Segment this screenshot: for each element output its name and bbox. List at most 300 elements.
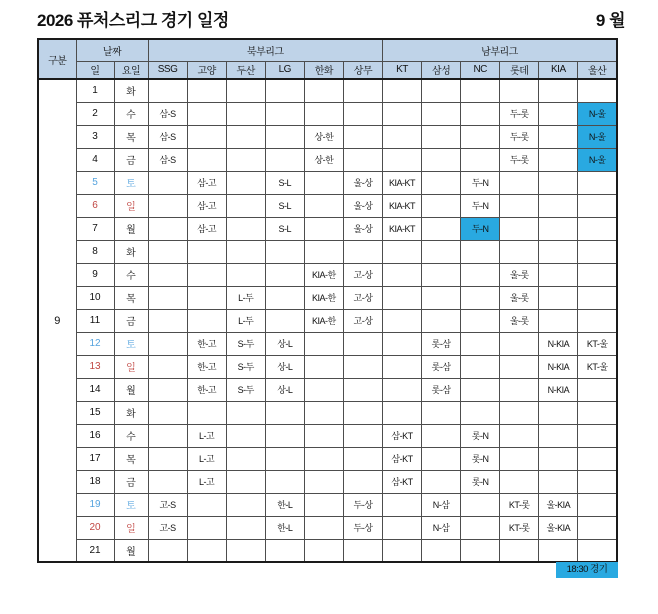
game-cell <box>304 171 343 194</box>
game-cell <box>578 171 617 194</box>
game-cell <box>539 309 578 332</box>
table-row <box>38 286 617 309</box>
table-row <box>38 217 617 240</box>
game-cell <box>304 194 343 217</box>
game-cell: S-L <box>265 171 304 194</box>
game-cell: 두-상 <box>343 493 382 516</box>
game-cell <box>382 539 421 562</box>
col-header-gubun: 구분 <box>38 39 76 79</box>
game-cell <box>265 470 304 493</box>
game-cell <box>148 332 187 355</box>
game-cell <box>265 240 304 263</box>
game-cell <box>343 539 382 562</box>
game-cell <box>226 516 265 539</box>
game-cell <box>578 263 617 286</box>
game-cell: 삼-고 <box>187 171 226 194</box>
col-header-team-lg: LG <box>265 61 304 79</box>
game-cell <box>226 171 265 194</box>
game-cell <box>148 194 187 217</box>
table-row <box>38 332 617 355</box>
game-cell <box>265 102 304 125</box>
game-cell <box>226 424 265 447</box>
day-cell: 20 <box>76 516 114 539</box>
col-header-team-lotte: 롯데 <box>500 61 539 79</box>
col-header-date: 날짜 <box>76 39 148 61</box>
game-cell <box>578 378 617 401</box>
col-header-north-league: 북부리그 <box>148 39 382 61</box>
game-cell: 울-KIA <box>539 493 578 516</box>
day-cell: 2 <box>76 102 114 125</box>
game-cell: 삼-KT <box>382 447 421 470</box>
game-cell <box>461 332 500 355</box>
game-cell: S-두 <box>226 378 265 401</box>
game-cell <box>148 217 187 240</box>
game-cell: 롯-삼 <box>422 378 461 401</box>
game-cell <box>422 447 461 470</box>
game-cell <box>187 286 226 309</box>
game-cell <box>265 263 304 286</box>
day-cell: 10 <box>76 286 114 309</box>
game-cell <box>226 148 265 171</box>
game-cell: 울-상 <box>343 217 382 240</box>
game-cell: 두-롯 <box>500 102 539 125</box>
game-cell <box>578 240 617 263</box>
game-cell <box>422 148 461 171</box>
game-cell <box>578 194 617 217</box>
game-cell <box>539 263 578 286</box>
weekday-cell: 토 <box>114 493 148 516</box>
game-cell <box>148 470 187 493</box>
game-cell <box>187 493 226 516</box>
weekday-cell: 화 <box>114 401 148 424</box>
game-cell: 울-롯 <box>500 286 539 309</box>
game-cell: N-삼 <box>422 493 461 516</box>
game-cell <box>500 79 539 102</box>
game-cell: 고-S <box>148 516 187 539</box>
weekday-cell: 일 <box>114 194 148 217</box>
table-row <box>38 401 617 424</box>
game-cell: KIA-한 <box>304 263 343 286</box>
game-cell: 고-상 <box>343 286 382 309</box>
game-cell <box>226 493 265 516</box>
game-cell: 두-N <box>461 194 500 217</box>
game-cell: S-L <box>265 194 304 217</box>
game-cell <box>500 378 539 401</box>
game-cell: 한-고 <box>187 332 226 355</box>
game-cell <box>265 401 304 424</box>
game-cell <box>578 309 617 332</box>
game-cell <box>422 79 461 102</box>
month-cell: 9 <box>38 79 76 562</box>
game-cell <box>578 217 617 240</box>
game-cell: KT-울 <box>578 332 617 355</box>
game-cell <box>304 470 343 493</box>
game-cell <box>187 401 226 424</box>
col-header-team-kt: KT <box>382 61 421 79</box>
game-cell <box>422 171 461 194</box>
day-cell: 18 <box>76 470 114 493</box>
game-cell: 롯-N <box>461 447 500 470</box>
game-cell <box>539 539 578 562</box>
table-row <box>38 125 617 148</box>
game-cell: 삼-S <box>148 125 187 148</box>
game-cell <box>422 470 461 493</box>
game-cell <box>461 240 500 263</box>
game-cell <box>148 240 187 263</box>
game-cell <box>461 102 500 125</box>
weekday-cell: 토 <box>114 332 148 355</box>
day-cell: 7 <box>76 217 114 240</box>
table-row <box>38 470 617 493</box>
weekday-cell: 월 <box>114 217 148 240</box>
game-cell: N-울 <box>578 148 617 171</box>
game-cell <box>187 148 226 171</box>
game-cell <box>343 240 382 263</box>
game-cell: N-KIA <box>539 378 578 401</box>
day-cell: 4 <box>76 148 114 171</box>
game-cell <box>226 401 265 424</box>
game-cell: 고-S <box>148 493 187 516</box>
game-cell <box>148 171 187 194</box>
game-cell <box>304 447 343 470</box>
table-row <box>38 539 617 562</box>
game-cell <box>148 424 187 447</box>
table-row <box>38 79 617 102</box>
game-cell: KIA-KT <box>382 171 421 194</box>
game-cell: 상-L <box>265 378 304 401</box>
game-cell: 롯-N <box>461 470 500 493</box>
game-cell: S-두 <box>226 332 265 355</box>
game-cell <box>187 539 226 562</box>
game-cell <box>422 401 461 424</box>
game-cell <box>304 401 343 424</box>
game-cell <box>578 493 617 516</box>
game-cell <box>422 240 461 263</box>
weekday-cell: 수 <box>114 102 148 125</box>
game-cell: KT-롯 <box>500 493 539 516</box>
game-cell <box>265 539 304 562</box>
game-cell: 상-한 <box>304 148 343 171</box>
weekday-cell: 일 <box>114 516 148 539</box>
game-cell <box>343 470 382 493</box>
game-cell <box>382 378 421 401</box>
page-title: 2026 퓨처스리그 경기 일정 <box>37 11 229 30</box>
game-cell <box>461 516 500 539</box>
game-cell: 두-롯 <box>500 125 539 148</box>
game-cell <box>304 424 343 447</box>
game-cell <box>187 516 226 539</box>
game-cell: L-고 <box>187 424 226 447</box>
weekday-cell: 금 <box>114 148 148 171</box>
game-cell <box>461 493 500 516</box>
table-row <box>38 240 617 263</box>
game-cell <box>461 125 500 148</box>
game-cell <box>187 79 226 102</box>
game-cell <box>382 286 421 309</box>
game-cell <box>539 194 578 217</box>
game-cell: 두-롯 <box>500 148 539 171</box>
day-cell: 8 <box>76 240 114 263</box>
game-cell <box>578 286 617 309</box>
game-cell <box>500 194 539 217</box>
game-cell <box>226 470 265 493</box>
game-cell: 상-L <box>265 355 304 378</box>
game-cell: 울-KIA <box>539 516 578 539</box>
game-cell <box>187 309 226 332</box>
day-cell: 19 <box>76 493 114 516</box>
game-cell: N-KIA <box>539 332 578 355</box>
game-cell <box>304 493 343 516</box>
game-cell <box>382 79 421 102</box>
game-cell <box>343 378 382 401</box>
game-cell <box>500 424 539 447</box>
game-cell <box>539 447 578 470</box>
game-cell: KIA-KT <box>382 217 421 240</box>
game-cell <box>148 263 187 286</box>
game-cell <box>148 286 187 309</box>
game-cell <box>539 79 578 102</box>
game-cell: L-고 <box>187 470 226 493</box>
game-cell <box>148 447 187 470</box>
game-cell <box>578 516 617 539</box>
game-cell <box>226 102 265 125</box>
game-cell <box>304 102 343 125</box>
weekday-cell: 목 <box>114 447 148 470</box>
weekday-cell: 화 <box>114 79 148 102</box>
game-cell <box>304 240 343 263</box>
game-cell <box>343 401 382 424</box>
schedule-header <box>38 39 617 79</box>
game-cell: N-울 <box>578 102 617 125</box>
table-row <box>38 309 617 332</box>
weekday-cell: 금 <box>114 470 148 493</box>
col-header-team-samsung: 삼성 <box>422 61 461 79</box>
game-cell <box>539 470 578 493</box>
game-cell <box>382 102 421 125</box>
game-cell: 삼-KT <box>382 470 421 493</box>
game-cell: 롯-삼 <box>422 332 461 355</box>
col-header-team-ssg: SSG <box>148 61 187 79</box>
game-cell <box>148 79 187 102</box>
day-cell: 21 <box>76 539 114 562</box>
game-cell <box>148 539 187 562</box>
day-cell: 6 <box>76 194 114 217</box>
weekday-cell: 토 <box>114 171 148 194</box>
day-cell: 16 <box>76 424 114 447</box>
game-cell <box>461 378 500 401</box>
game-cell <box>226 217 265 240</box>
game-cell <box>578 79 617 102</box>
game-cell <box>148 309 187 332</box>
col-header-team-hanwha: 한화 <box>304 61 343 79</box>
table-row <box>38 102 617 125</box>
weekday-cell: 수 <box>114 263 148 286</box>
title-bar <box>37 6 625 31</box>
game-cell <box>226 194 265 217</box>
game-cell <box>461 79 500 102</box>
month-label: 9 월 <box>595 11 625 30</box>
game-cell <box>422 263 461 286</box>
game-cell: 삼-KT <box>382 424 421 447</box>
col-header-weekday: 요일 <box>114 61 148 79</box>
game-cell <box>148 355 187 378</box>
game-cell: 울-롯 <box>500 309 539 332</box>
day-cell: 17 <box>76 447 114 470</box>
game-cell: KT-롯 <box>500 516 539 539</box>
game-cell <box>226 447 265 470</box>
day-cell: 1 <box>76 79 114 102</box>
game-cell <box>539 401 578 424</box>
game-cell <box>539 286 578 309</box>
game-cell <box>578 447 617 470</box>
game-cell <box>539 217 578 240</box>
game-cell <box>265 148 304 171</box>
game-cell <box>304 332 343 355</box>
game-cell <box>226 263 265 286</box>
game-cell <box>265 447 304 470</box>
game-cell: N-KIA <box>539 355 578 378</box>
game-cell <box>500 240 539 263</box>
game-cell <box>226 539 265 562</box>
footer-note: 18:30 경기 <box>556 562 618 578</box>
game-cell <box>539 148 578 171</box>
game-cell <box>304 378 343 401</box>
weekday-cell: 일 <box>114 355 148 378</box>
day-cell: 11 <box>76 309 114 332</box>
game-cell <box>382 309 421 332</box>
game-cell <box>148 401 187 424</box>
game-cell <box>265 79 304 102</box>
table-row <box>38 493 617 516</box>
game-cell: 한-고 <box>187 378 226 401</box>
game-cell <box>578 401 617 424</box>
game-cell: N-울 <box>578 125 617 148</box>
game-cell <box>461 148 500 171</box>
col-header-team-goyang: 고양 <box>187 61 226 79</box>
game-cell <box>461 263 500 286</box>
table-row <box>38 194 617 217</box>
game-cell: L-두 <box>226 286 265 309</box>
col-header-south-league: 남부리그 <box>382 39 617 61</box>
game-cell <box>343 125 382 148</box>
game-cell: S-L <box>265 217 304 240</box>
game-cell <box>500 447 539 470</box>
game-cell <box>578 539 617 562</box>
game-cell <box>343 447 382 470</box>
weekday-cell: 월 <box>114 539 148 562</box>
day-cell: 12 <box>76 332 114 355</box>
game-cell <box>382 125 421 148</box>
game-cell: 상-L <box>265 332 304 355</box>
game-cell <box>343 148 382 171</box>
game-cell <box>226 240 265 263</box>
game-cell <box>500 217 539 240</box>
game-cell <box>422 194 461 217</box>
game-cell <box>539 125 578 148</box>
game-cell <box>187 125 226 148</box>
day-cell: 13 <box>76 355 114 378</box>
game-cell <box>265 286 304 309</box>
weekday-cell: 목 <box>114 286 148 309</box>
game-cell: KIA-KT <box>382 194 421 217</box>
game-cell: 한-고 <box>187 355 226 378</box>
game-cell <box>461 286 500 309</box>
day-cell: 15 <box>76 401 114 424</box>
game-cell: 두-N <box>461 171 500 194</box>
game-cell <box>382 516 421 539</box>
game-cell <box>343 355 382 378</box>
game-cell <box>148 378 187 401</box>
game-cell <box>461 539 500 562</box>
table-row <box>38 516 617 539</box>
weekday-cell: 금 <box>114 309 148 332</box>
game-cell <box>265 424 304 447</box>
game-cell: 고-상 <box>343 263 382 286</box>
col-header-team-sangmu: 상무 <box>343 61 382 79</box>
game-cell <box>304 217 343 240</box>
game-cell <box>226 125 265 148</box>
game-cell <box>343 79 382 102</box>
table-row <box>38 263 617 286</box>
game-cell <box>578 424 617 447</box>
game-cell <box>187 263 226 286</box>
schedule-table <box>37 38 618 563</box>
game-cell <box>187 240 226 263</box>
game-cell <box>500 539 539 562</box>
game-cell: KT-울 <box>578 355 617 378</box>
game-cell <box>422 217 461 240</box>
table-row <box>38 424 617 447</box>
game-cell: 삼-S <box>148 148 187 171</box>
table-row <box>38 148 617 171</box>
game-cell <box>382 355 421 378</box>
game-cell <box>304 355 343 378</box>
game-cell <box>382 240 421 263</box>
col-header-team-nc: NC <box>461 61 500 79</box>
game-cell: N-삼 <box>422 516 461 539</box>
table-row <box>38 171 617 194</box>
game-cell: KIA-한 <box>304 286 343 309</box>
col-header-team-ulsan: 울산 <box>578 61 617 79</box>
game-cell <box>304 516 343 539</box>
game-cell <box>422 424 461 447</box>
table-row <box>38 378 617 401</box>
schedule-body <box>38 79 617 562</box>
game-cell <box>500 332 539 355</box>
game-cell: 롯-삼 <box>422 355 461 378</box>
game-cell: 롯-N <box>461 424 500 447</box>
day-cell: 9 <box>76 263 114 286</box>
weekday-cell: 월 <box>114 378 148 401</box>
weekday-cell: 목 <box>114 125 148 148</box>
game-cell <box>343 424 382 447</box>
game-cell <box>500 171 539 194</box>
game-cell: 두-상 <box>343 516 382 539</box>
game-cell <box>578 470 617 493</box>
game-cell <box>500 470 539 493</box>
game-cell <box>382 401 421 424</box>
col-header-team-doosan: 두산 <box>226 61 265 79</box>
game-cell: L-고 <box>187 447 226 470</box>
game-cell <box>265 125 304 148</box>
day-cell: 3 <box>76 125 114 148</box>
game-cell <box>343 332 382 355</box>
table-row <box>38 355 617 378</box>
game-cell <box>422 125 461 148</box>
col-header-team-kia: KIA <box>539 61 578 79</box>
game-cell <box>304 79 343 102</box>
game-cell: 고-상 <box>343 309 382 332</box>
